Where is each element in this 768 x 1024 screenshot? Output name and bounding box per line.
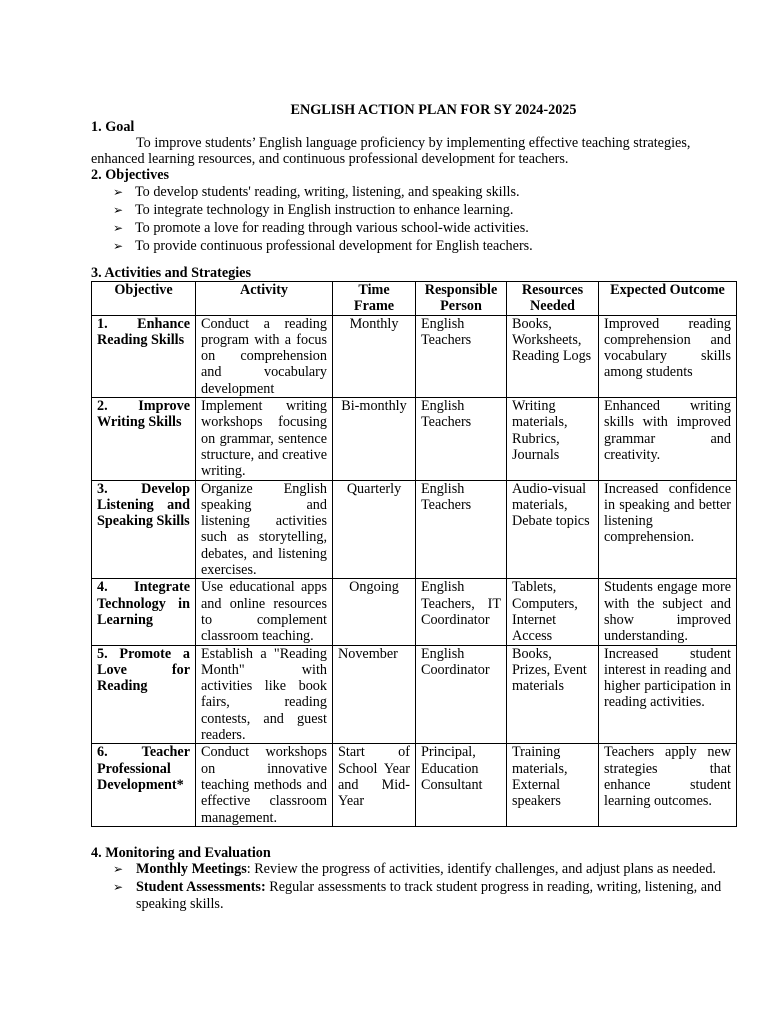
objective-item: ➢ To develop students' reading, writing, listening, and speaking skills. xyxy=(113,184,520,200)
monitoring-item xyxy=(91,861,736,878)
objectives-list xyxy=(91,183,736,255)
cell-objective: 5. Promote a Love for Reading xyxy=(92,645,196,744)
cell-resources: Books, Worksheets, Reading Logs xyxy=(507,315,599,397)
objective-item: ➢ To provide continuous professional development for English teachers. xyxy=(113,238,533,254)
monitoring-item-label: Student Assessments: xyxy=(136,878,266,895)
table-row xyxy=(92,579,737,645)
arrowhead-bullet-icon: ➢ xyxy=(113,203,124,217)
table-row xyxy=(92,744,737,826)
cell-resources: Books, Prizes, Event materials xyxy=(507,645,599,744)
cell-time-frame: Monthly xyxy=(333,315,416,397)
cell-responsible: English Teachers, IT Coordinator xyxy=(416,579,507,645)
column-header-objective: Objective xyxy=(92,282,196,316)
cell-responsible: English Teachers xyxy=(416,398,507,480)
cell-outcome: Increased confidence in speaking and better listening comprehension. xyxy=(599,480,737,579)
cell-activity: Implement writing workshops focusing on grammar, sentence structure, and creative writing. xyxy=(196,398,333,480)
cell-time-frame: Ongoing xyxy=(333,579,416,645)
cell-objective: 6. Teacher Professional Development* xyxy=(92,744,196,826)
cell-outcome: Improved reading comprehension and vocabulary skills among students xyxy=(599,315,737,397)
cell-responsible: English Coordinator xyxy=(416,645,507,744)
arrowhead-bullet-icon: ➢ xyxy=(113,185,124,199)
cell-objective: 3. Develop Listening and Speaking Skills xyxy=(92,480,196,579)
document-title: ENGLISH ACTION PLAN FOR SY 2024-2025 xyxy=(290,102,577,118)
monitoring-item-text: : Review the progress of activities, identify challenges, and adjust plans as needed. xyxy=(246,860,716,877)
cell-resources: Audio-visual materials, Debate topics xyxy=(507,480,599,579)
table-row xyxy=(92,645,737,744)
cell-responsible: English Teachers xyxy=(416,315,507,397)
arrowhead-bullet-icon: ➢ xyxy=(113,879,124,894)
cell-time-frame: November xyxy=(333,645,416,744)
cell-resources: Writing materials, Rubrics, Journals xyxy=(507,398,599,480)
cell-resources: Tablets, Computers, Internet Access xyxy=(507,579,599,645)
document-page xyxy=(91,102,736,914)
cell-outcome: Students engage more with the subject and show improved understanding. xyxy=(599,579,737,645)
cell-responsible: English Teachers xyxy=(416,480,507,579)
cell-activity: Conduct a reading program with a focus on comprehension and vocabulary development xyxy=(196,315,333,397)
activities-table xyxy=(91,281,737,827)
cell-activity: Establish a "Reading Month" with activities like book fairs, reading contests, and guest readers. xyxy=(196,645,333,744)
table-row xyxy=(92,315,737,397)
column-header-outcome: Expected Outcome xyxy=(599,282,737,316)
monitoring-item-label: Monthly Meetings xyxy=(136,860,247,877)
monitoring-item xyxy=(91,879,736,913)
cell-resources: Training materials, External speakers xyxy=(507,744,599,826)
cell-outcome: Increased student interest in reading and higher participation in reading activities. xyxy=(599,645,737,744)
objective-item: ➢ To promote a love for reading through various school-wide activities. xyxy=(113,220,529,236)
cell-objective: 4. Integrate Technology in Learning xyxy=(92,579,196,645)
goal-text: To improve students’ English language proficiency by implementing effective teaching strategies, enhanced learning resources, and continuous professional development for teachers. xyxy=(91,135,691,167)
cell-activity: Organize English speaking and listening activities such as storytelling, debates, and listening exercises. xyxy=(196,480,333,579)
activities-heading: 3. Activities and Strategies xyxy=(91,265,251,281)
cell-time-frame: Quarterly xyxy=(333,480,416,579)
table-row xyxy=(92,398,737,480)
cell-time-frame: Start of School Year and Mid-Year xyxy=(333,744,416,826)
cell-outcome: Enhanced writing skills with improved grammar and creativity. xyxy=(599,398,737,480)
cell-responsible: Principal, Education Consultant xyxy=(416,744,507,826)
column-header-responsible: Responsible Person xyxy=(416,282,507,316)
column-header-resources: Resources Needed xyxy=(507,282,599,316)
goal-heading: 1. Goal xyxy=(91,119,135,135)
objectives-heading: 2. Objectives xyxy=(91,167,170,183)
arrowhead-bullet-icon: ➢ xyxy=(113,239,124,253)
table-header-row xyxy=(92,282,737,316)
column-header-time-frame: Time Frame xyxy=(333,282,416,316)
cell-activity: Use educational apps and online resources to complement classroom teaching. xyxy=(196,579,333,645)
cell-outcome: Teachers apply new strategies that enhance student learning outcomes. xyxy=(599,744,737,826)
cell-time-frame: Bi-monthly xyxy=(333,398,416,480)
table-row xyxy=(92,480,737,579)
cell-objective: 1. Enhance Reading Skills xyxy=(92,315,196,397)
arrowhead-bullet-icon: ➢ xyxy=(113,861,124,876)
arrowhead-bullet-icon: ➢ xyxy=(113,221,124,235)
monitoring-heading: 4. Monitoring and Evaluation xyxy=(91,844,271,861)
monitoring-list xyxy=(91,861,736,913)
column-header-activity: Activity xyxy=(196,282,333,316)
cell-activity: Conduct workshops on innovative teaching methods and effective classroom management. xyxy=(196,744,333,826)
cell-objective: 2. Improve Writing Skills xyxy=(92,398,196,480)
objective-item: ➢ To integrate technology in English instruction to enhance learning. xyxy=(113,202,514,218)
monitoring-item-text: Regular assessments to track student progress in reading, writing, listening, and speaking skills. xyxy=(136,878,722,912)
